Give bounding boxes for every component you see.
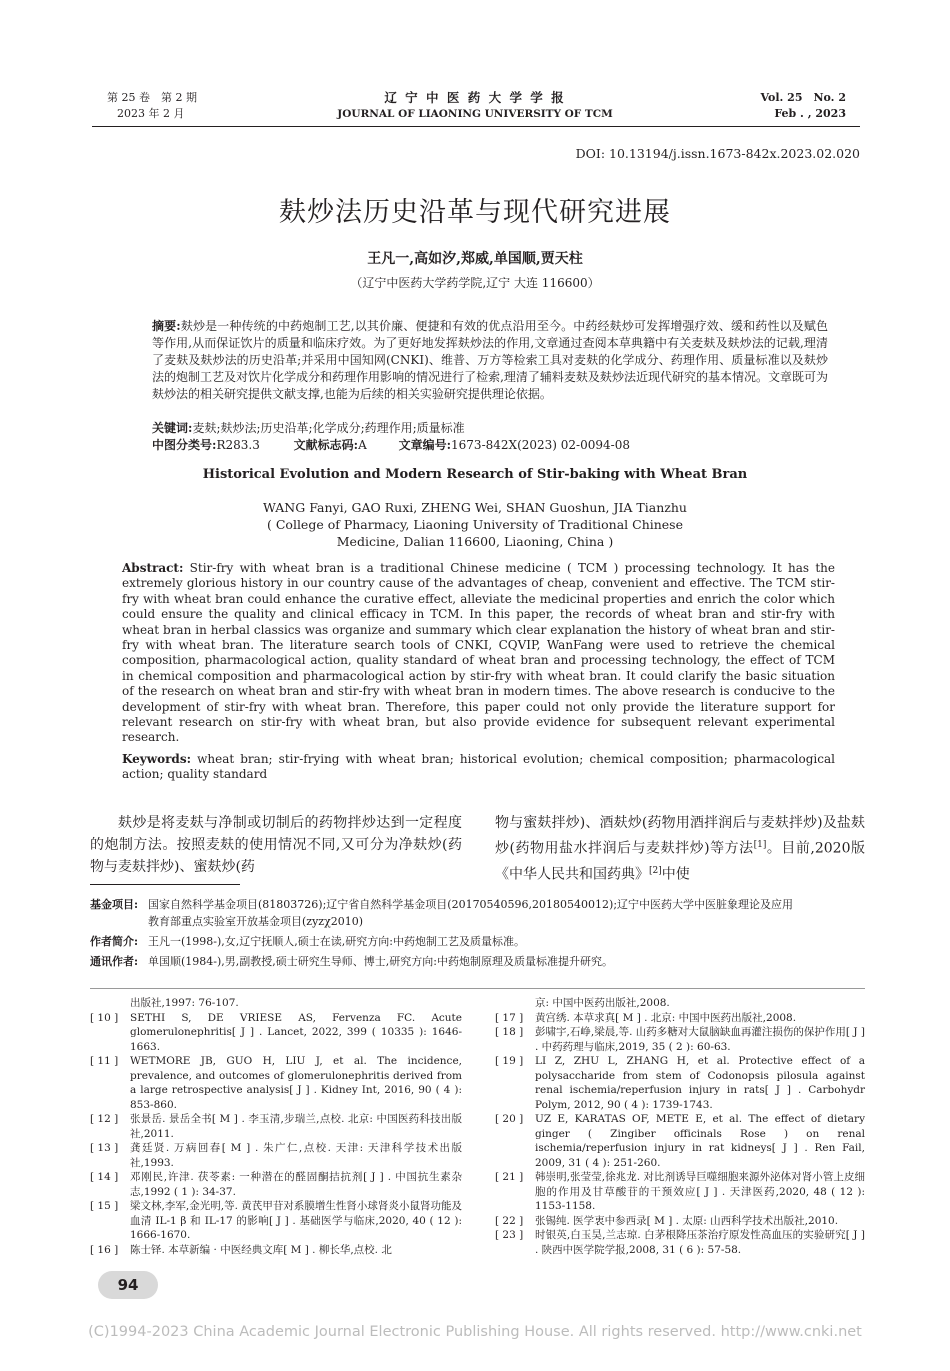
- fund-text-line-2: 教育部重点实验室开放基金项目(zyzχ2010): [148, 915, 364, 928]
- article-number-value: 1673-842X(2023) 02-0094-08: [451, 438, 630, 452]
- corresponding-note: [90, 953, 865, 970]
- reference-number: [ 21 ]: [495, 1171, 524, 1183]
- reference-text: 梁文林,李军,金光明,等. 黄芪甲苷对系膜增生性肾小球肾炎小鼠肾功能及血清 IL-1 β 和 IL-17 的影响[ J ] . 基础医学与临床,2020, 40 ( 12 ): 1666-1670.: [130, 1200, 462, 1241]
- reference-item: [495, 1214, 865, 1229]
- doc-code-label: 文献标志码:: [293, 438, 359, 452]
- fund-text-line-1: 国家自然科学基金项目(81803726);辽宁省自然科学基金项目(20170540596,20180540012);辽宁中医药大学中医脏象理论及应用: [148, 898, 794, 911]
- body-right-part-c: 中使: [661, 866, 690, 883]
- header-rule: [92, 126, 860, 127]
- reference-number: [ 23 ]: [495, 1229, 524, 1241]
- reference-text: 张锡纯. 医学衷中参西录[ M ] . 太原: 山西科学技术出版社,2010.: [535, 1214, 839, 1227]
- reference-number: [ 11 ]: [90, 1055, 119, 1067]
- corresponding-text: 单国顺(1984-),男,副教授,硕士研究生导师、博士,研究方向:中药炮制原理及质量标准提升研究。: [148, 955, 613, 968]
- volume-issue-en: Vol. 25 No. 2: [760, 91, 846, 104]
- article-number-label: 文章编号:: [398, 438, 452, 452]
- reference-number: [ 16 ]: [90, 1243, 119, 1256]
- header-volume-cn: [107, 90, 197, 122]
- fund-text: [148, 896, 793, 930]
- footnote-rule: [90, 884, 240, 885]
- reference-text: 黄宫绣. 本草求真[ M ] . 北京: 中国中医药出版社,2008.: [535, 1011, 797, 1024]
- author-note: [90, 933, 865, 950]
- reference-item: [90, 996, 462, 1011]
- affiliation-cn: （辽宁中医药大学药学院,辽宁 大连 116600）: [350, 276, 600, 290]
- abstract-cn-label: 摘要:: [152, 319, 181, 333]
- reference-text: 时银英,白玉昊,兰志琼. 白茅根降压茶治疗原发性高血压的实验研究[ J ] . 陕西中医学院学报,2008, 31 ( 6 ): 57-58.: [535, 1229, 865, 1256]
- corresponding-label: 通讯作者:: [90, 955, 139, 968]
- reference-item: [495, 1228, 865, 1257]
- reference-item: [495, 1170, 865, 1214]
- keywords-cn-text: 麦麸;麸炒法;历史沿革;化学成分;药理作用;质量标准: [192, 421, 465, 435]
- citation-2: [2]: [649, 865, 662, 876]
- keywords-cn: [152, 420, 828, 437]
- date-en: Feb . , 2023: [774, 107, 846, 120]
- reference-number: [ 10 ]: [90, 1011, 119, 1024]
- reference-text: WETMORE JB, GUO H, LIU J, et al. The incidence, prevalence, and outcomes of glomerulonephritis derived from a large retrospective analysis[ J ] . Kidney Int, 2016, 90 ( 4 ): 853-860.: [130, 1055, 462, 1111]
- reference-number: [ 17 ]: [495, 1011, 524, 1024]
- reference-number: [ 12 ]: [90, 1113, 119, 1125]
- reference-number: [ 18 ]: [495, 1026, 524, 1038]
- footnotes: [90, 896, 865, 970]
- authors-en-block: [0, 499, 950, 550]
- volume-issue-cn: 第 25 卷 第 2 期: [107, 91, 197, 104]
- reference-number: [ 20 ]: [495, 1113, 524, 1125]
- abstract-cn: [152, 318, 828, 403]
- reference-item: [495, 1025, 865, 1054]
- reference-text: 张景岳. 景岳全书[ M ] . 李玉清,步瑞兰,点校. 北京: 中国医药科技出版社,2011.: [130, 1113, 462, 1140]
- reference-number: [ 22 ]: [495, 1214, 524, 1227]
- references-right: [495, 996, 865, 1257]
- reference-text: UZ E, KARATAS OF, METE E, et al. The effect of dietary ginger ( Zingiber officinals Rose ) on renal ischemia/reperfusion injury in rat kidneys[ J ] . Ren Fail, 2009, 31 ( 4 ): 251-260.: [535, 1113, 865, 1169]
- affiliation-en-2: Medicine, Dalian 116600, Liaoning, China ): [336, 534, 614, 549]
- header-volume-en: [760, 90, 846, 122]
- reference-number: [495, 996, 535, 1011]
- journal-name-cn: 辽 宁 中 医 药 大 学 学 报: [384, 90, 566, 105]
- body-column-right: [495, 812, 865, 885]
- copyright-notice: (C)1994-2023 China Academic Journal Electronic Publishing House. All rights reserved. http://www.cnki.net: [88, 1324, 862, 1340]
- section-divider: [90, 988, 865, 989]
- keywords-en-text: wheat bran; stir-frying with wheat bran; historical evolution; chemical composition; pharmacological action; quality standard: [122, 752, 835, 782]
- reference-text: LI Z, ZHU L, ZHANG H, et al. Protective effect of a polysaccharide from stem of Codonopsis pilosula against renal ischemia/reperfusion injury in rats[ J ] . Carbohydr Polym, 2012, 90 ( 4 ): 1739-1743.: [535, 1055, 865, 1111]
- reference-text: 京: 中国中医药出版社,2008.: [535, 997, 670, 1009]
- reference-number: [ 14 ]: [90, 1171, 119, 1183]
- reference-item: [90, 1141, 462, 1170]
- reference-text: 出版社,1997: 76-107.: [130, 997, 239, 1009]
- body-right-part-a: 物与蜜麸拌炒)、酒麸炒(药物用酒拌润后与麦麸拌炒)及盐麸炒(药物用盐水拌润后与麦麸拌炒)等方法: [495, 815, 865, 857]
- reference-number: [ 19 ]: [495, 1055, 524, 1067]
- references-left: [90, 996, 462, 1257]
- journal-header: [250, 88, 700, 120]
- keywords-en-label: Keywords:: [122, 752, 192, 766]
- body-column-left: 麸炒是将麦麸与净制或切制后的药物拌炒达到一定程度的炮制方法。按照麦麸的使用情况不同,又可分为净麸炒(药物与麦麸拌炒)、蜜麸炒(药: [90, 815, 462, 875]
- journal-name-en: JOURNAL OF LIAONING UNIVERSITY OF TCM: [337, 108, 613, 120]
- fund-note: [90, 896, 865, 930]
- author-text: 王凡一(1998-),女,辽宁抚顺人,硕士在读,研究方向:中药炮制工艺及质量标准。: [148, 935, 525, 948]
- date-cn: 2023 年 2 月: [117, 107, 185, 120]
- article-title-cn: 麸炒法历史沿革与现代研究进展: [279, 197, 671, 228]
- fund-label: 基金项目:: [90, 898, 139, 911]
- reference-number: [ 13 ]: [90, 1142, 119, 1154]
- authors-cn: 王凡一,高如汐,郑威,单国顺,贾天柱: [367, 251, 583, 267]
- reference-item: [495, 996, 865, 1011]
- reference-item: [90, 1054, 462, 1112]
- reference-number: [ 15 ]: [90, 1200, 119, 1212]
- reference-item: [495, 1054, 865, 1112]
- reference-text: 彭啸宇,石峥,梁晨,等. 山药多糖对大鼠脑缺血再灌注损伤的保护作用[ J ] . 中药药理与临床,2019, 35 ( 2 ): 60-63.: [535, 1026, 865, 1053]
- reference-text: 陈士铎. 本草新编 · 中医经典文库[ M ] . 柳长华,点校. 北: [130, 1243, 392, 1256]
- reference-item: [90, 1011, 462, 1055]
- author-label: 作者简介:: [90, 935, 139, 948]
- abstract-en-label: Abstract:: [122, 561, 184, 575]
- keywords-cn-label: 关键词:: [152, 421, 193, 435]
- abstract-en-text: Stir-fry with wheat bran is a traditional Chinese medicine ( TCM ) processing technology. It has the extremely glorious history in our country cause of the advantages of cheap, convenient and effective. The TCM stir-fry with wheat bran could enhance the curative effect, alleviate the medicinal properties and enrich the color which could ensure the quality and clinical efficacy in TCM. In this paper, the records of wheat bran and stir-fry with wheat bran in herbal classics was organize and summary which clear explanation the history of wheat bran and stir-fry with wheat bran. The literature search tools of CNKI, CQVIP, WanFang were used to retrieve the chemical composition, pharmacological action, quality standard of wheat bran and processing technology, the effect of TCM in chemical composition and pharmacological action by stir-fry with wheat bran. It could clarify the basic situation of the research on wheat bran and stir-fry with wheat bran in modern times. The above research is conducive to the development of stir-fry with wheat bran. Therefore, this paper could not only provide the literature support for relevant research on stir-fry with wheat bran, but also provide evidence for subsequent relevant experimental research.: [122, 561, 835, 745]
- citation-1: [1]: [753, 840, 767, 850]
- page-number: 94: [98, 1271, 158, 1299]
- affiliation-en-1: ( College of Pharmacy, Liaoning University of Traditional Chinese: [267, 517, 683, 532]
- reference-item: [90, 1199, 462, 1243]
- clc-label: 中图分类号:: [152, 438, 217, 452]
- keywords-en: [122, 752, 835, 783]
- abstract-cn-text: 麸炒是一种传统的中药炮制工艺,以其价廉、便捷和有效的优点沿用至今。中药经麸炒可发挥增强疗效、缓和药性以及赋色等作用,从而保证饮片的质量和临床疗效。为了更好地发挥麸炒法的作用,文章通过查阅本草典籍中有关麦麸及麸炒法的记载,理清了麦麸及麸炒法的历史沿革;并采用中国知网(CNKI)、维普、万方等检索工具对麦麸的化学成分、药理作用、质量标准以及麸炒法的炮制工艺及对饮片化学成分和药理作用影响的情况进行了检索,理清了辅料麦麸及麸炒法近现代研究的基本情况。文章既可为麸炒法的相关研究提供文献支撑,也能为后续的相关实验研究提供理论依据。: [152, 319, 828, 401]
- clc-value: R283.3: [216, 438, 260, 452]
- reference-number: [90, 996, 130, 1011]
- doc-code-value: A: [358, 438, 367, 452]
- reference-text: SETHI S, DE VRIESE AS, Fervenza FC. Acute glomerulonephritis[ J ] . Lancet, 2022, 399 ( 10335 ): 1646-1663.: [130, 1011, 462, 1053]
- doi: DOI: 10.13194/j.issn.1673-842x.2023.02.020: [575, 146, 860, 161]
- classification-line: [152, 437, 828, 454]
- article-title-en: Historical Evolution and Modern Research of Stir-baking with Wheat Bran: [202, 467, 748, 482]
- reference-item: [495, 1011, 865, 1026]
- abstract-en: [122, 561, 835, 746]
- reference-item: [90, 1243, 462, 1258]
- reference-item: [90, 1112, 462, 1141]
- reference-text: 韩崇明,张莹莹,徐兆龙. 对比剂诱导巨噬细胞来源外泌体对肾小管上皮细胞的作用及甘草酸苷的干预效应[ J ] . 天津医药,2020, 48 ( 12 ): 1153-1158.: [535, 1171, 865, 1212]
- authors-en: WANG Fanyi, GAO Ruxi, ZHENG Wei, SHAN Guoshun, JIA Tianzhu: [263, 500, 687, 515]
- reference-text: 龚廷贤. 万病回春[ M ] . 朱广仁,点校. 天津: 天津科学技术出版社,1993.: [130, 1142, 462, 1169]
- reference-item: [90, 1170, 462, 1199]
- reference-item: [495, 1112, 865, 1170]
- body-right-part-b: 。目前,2020版《中华人民共和国药典》: [495, 840, 865, 883]
- reference-text: 邓刚民,许津. 茯苓素: 一种潜在的醛固酮拮抗剂[ J ] . 中国抗生素杂志,1992 ( 1 ): 34-37.: [130, 1171, 462, 1198]
